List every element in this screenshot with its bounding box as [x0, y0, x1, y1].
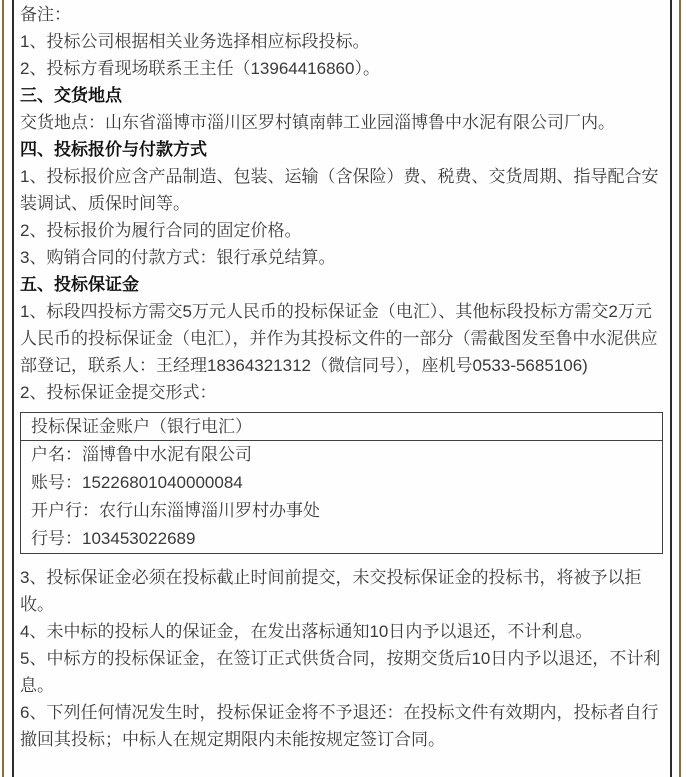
deposit-item-3: 3、投标保证金必须在投标截止时间前提交，未交投标保证金的投标书，将被予以拒收。 [20, 568, 642, 614]
deposit-item-2: 2、投标保证金提交形式： [20, 383, 217, 402]
quotation-item-1: 1、投标报价应含产品制造、包装、运输（含保险）费、税费、交货周期、指导配合安装调试、质保时间等。 [20, 167, 659, 213]
table-header-row [21, 413, 663, 441]
quotation-item-2: 2、投标报价为履行合同的固定价格。 [20, 221, 302, 240]
bank-branch-cell: 开户行：农行山东淄博淄川罗村办事处 [31, 501, 320, 520]
remark-label: 备注： [20, 5, 71, 24]
remark-item-1: 1、投标公司根据相关业务选择相应标段投标。 [20, 32, 370, 51]
account-number-cell: 账号：15226801040000084 [31, 473, 243, 492]
deposit-item-1: 1、标段四投标方需交5万元人民币的投标保证金（电汇）、其他标段投标方需交2万元人民币的投标保证金（电汇），并作为其投标文件的一部分（需截图发至鲁中水泥供应部登记，联系人：王经理18364321312（微信同号），座机号0533-5685106) [20, 302, 658, 375]
deposit-item-4: 4、未中标的投标人的保证金，在发出落标通知10日内予以退还，不计利息。 [20, 622, 593, 641]
section-heading-quotation-payment: 四、投标报价与付款方式 [20, 140, 207, 159]
inner-frame-right-rule [670, 0, 672, 777]
quotation-item-3: 3、购销合同的付款方式：银行承兑结算。 [20, 248, 336, 267]
table-row-account-name [21, 441, 663, 470]
account-name-cell: 户名：淄博鲁中水泥有限公司 [31, 445, 252, 464]
table-row-account-number [21, 469, 663, 497]
document-body [20, 1, 663, 753]
section-heading-bid-deposit: 五、投标保证金 [20, 275, 139, 294]
outer-frame-left-rule [2, 0, 4, 777]
deposit-item-6: 6、下列任何情况发生时，投标保证金将不予退还：在投标文件有效期内，投标者自行撤回其投标；中标人在规定期限内未能按规定签订合同。 [20, 703, 659, 749]
section-heading-delivery-location: 三、交货地点 [20, 86, 122, 105]
deposit-item-5: 5、中标方的投标保证金，在签订正式供货合同，按期交货后10日内予以退还，不计利息。 [20, 649, 661, 695]
delivery-location-text: 交货地点：山东省淄博市淄川区罗村镇南韩工业园淄博鲁中水泥有限公司厂内。 [20, 113, 615, 132]
table-row-bank-branch [21, 497, 663, 525]
outer-frame-right-rule [679, 0, 681, 777]
remark-item-2: 2、投标方看现场联系王主任（13964416860）。 [20, 59, 380, 78]
deposit-account-table [20, 412, 663, 554]
table-header-cell: 投标保证金账户（银行电汇） [21, 413, 663, 441]
inner-frame-left-rule [12, 0, 14, 777]
bank-code-cell: 行号：103453022689 [31, 529, 196, 548]
table-row-bank-code [21, 525, 663, 554]
